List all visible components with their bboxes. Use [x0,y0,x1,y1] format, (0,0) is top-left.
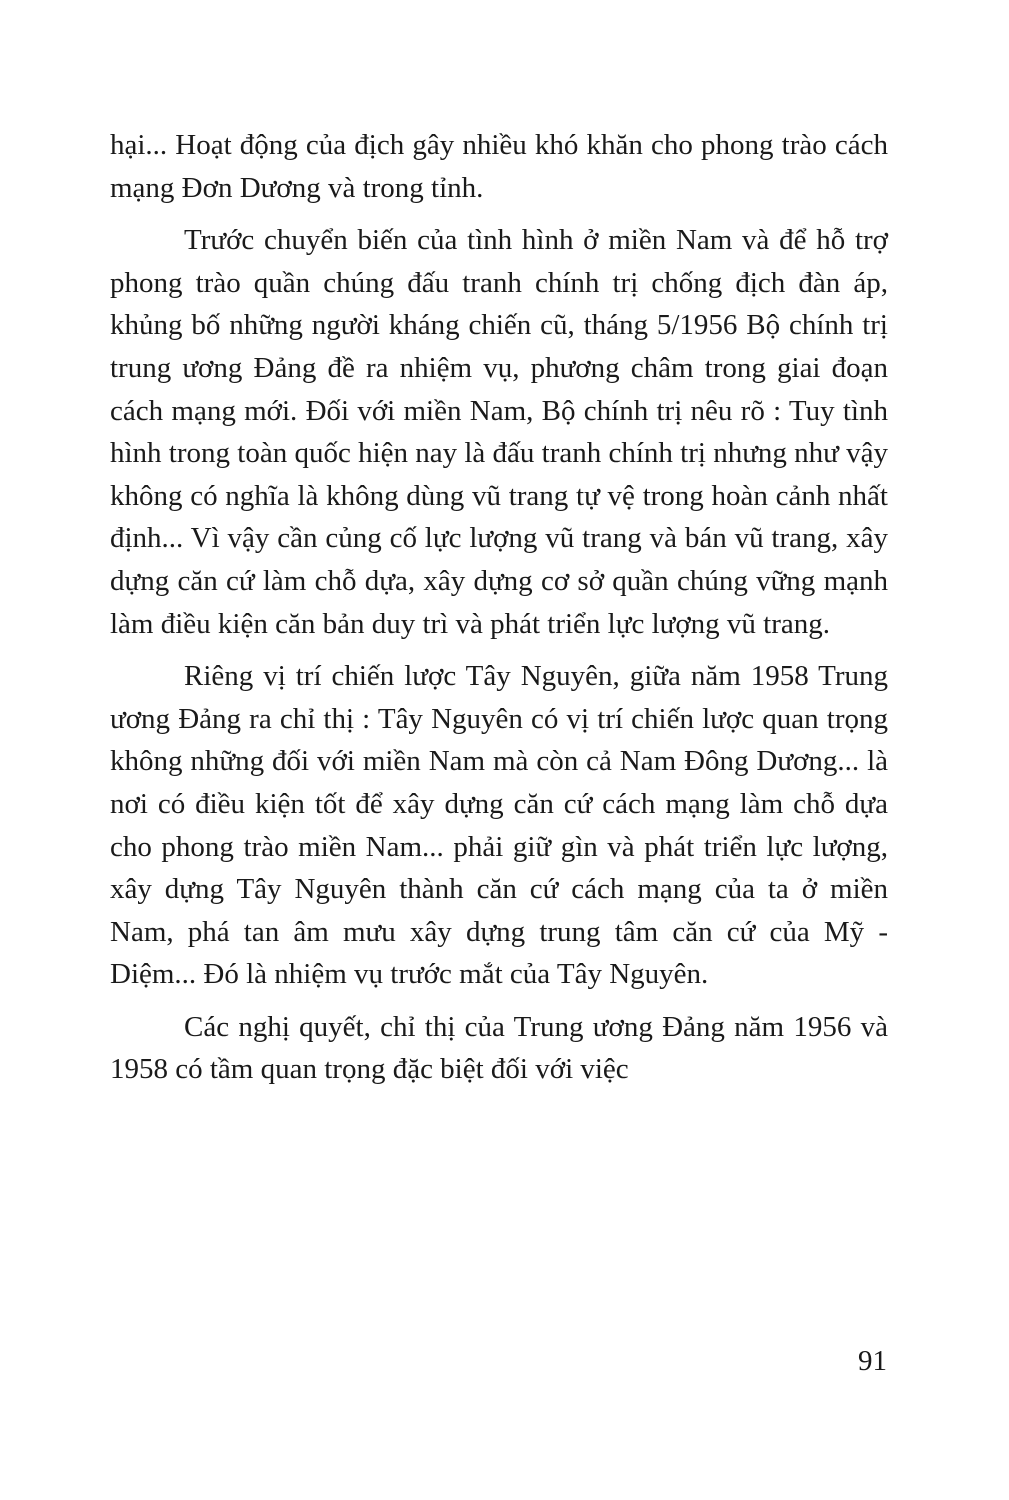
body-text [110,124,888,1101]
paragraph-resolutions: Các nghị quyết, chỉ thị của Trung ương Đảng năm 1956 và 1958 có tầm quan trọng đặc biệt đối với việc [110,1010,888,1086]
paragraph-politburo-directive: Trước chuyển biến của tình hình ở miền Nam và để hỗ trợ phong trào quần chúng đấu tranh chính trị chống địch đàn áp, khủng bố những người kháng chiến cũ, tháng 5/1956 Bộ chính trị trung ương Đảng đề ra nhiệm vụ, phương châm trong giai đoạn cách mạng mới. Đối với miền Nam, Bộ chính trị nêu rõ : Tuy tình hình trong toàn quốc hiện nay là đấu tranh chính trị nhưng như vậy không có nghĩa là không dùng vũ trang tự vệ trong hoàn cảnh nhất định... Vì vậy cần củng cố lực lượng vũ trang và bán vũ trang, xây dựng căn cứ làm chỗ dựa, xây dựng cơ sở quần chúng vững mạnh làm điều kiện căn bản duy trì và phát triển lực lượng vũ trang. [110,224,889,640]
paragraph-continuation: hại... Hoạt động của địch gây nhiều khó khăn cho phong trào cách mạng Đơn Dương và trong tỉnh. [110,129,888,204]
page-number: 91 [858,1345,887,1377]
paragraph-tay-nguyen: Riêng vị trí chiến lược Tây Nguyên, giữa năm 1958 Trung ương Đảng ra chỉ thị : Tây Nguyên có vị trí chiến lược quan trọng không những đối với miền Nam mà còn cả Nam Đông Dương... là nơi có điều kiện tốt để xây dựng căn cứ cách mạng làm chỗ dựa cho phong trào miền Nam... phải giữ gìn và phát triển lực lượng, xây dựng Tây Nguyên thành căn cứ cách mạng của ta ở miền Nam, phá tan âm mưu xây dựng trung tâm căn cứ của Mỹ - Diệm... Đó là nhiệm vụ trước mắt của Tây Nguyên. [110,660,888,991]
